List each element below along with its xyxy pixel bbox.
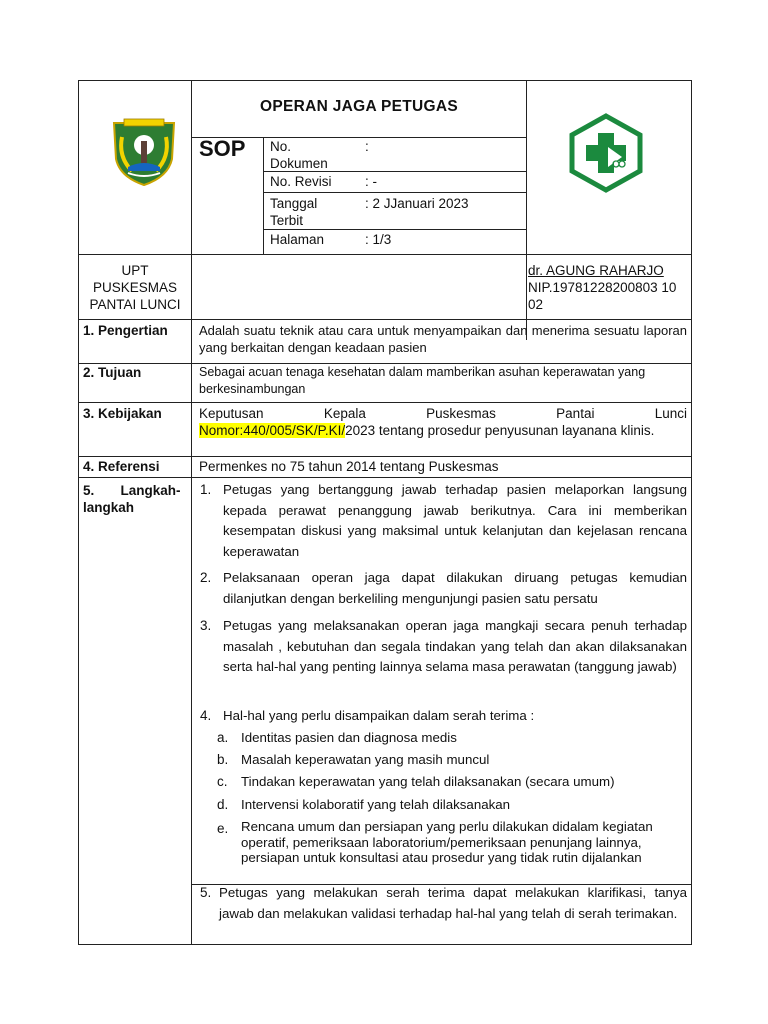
border-right [691, 80, 692, 944]
step-text: Hal-hal yang perlu disampaikan dalam serah terima : [223, 708, 535, 723]
tujuan-label: 2. Tujuan [83, 365, 142, 380]
kebijakan-text-after: 2023 tentang prosedur penyusunan layanana klinis. [345, 423, 655, 438]
step-number: 2. [200, 570, 212, 585]
step-text: Pelaksanaan operan jaga dapat dilakukan diruang petugas kemudian dilanjutkan dengan berkeliling mengunjungi pasien satu persatu [223, 570, 687, 606]
sop-divider [263, 137, 264, 254]
regional-emblem-logo [108, 115, 180, 187]
border-bottom [78, 944, 692, 945]
border-left [78, 80, 79, 944]
kebijakan-line1 [199, 405, 687, 422]
no-revisi-label: No. Revisi [270, 174, 332, 189]
step-number: 3. [200, 618, 212, 633]
step-number: 1. [200, 482, 212, 497]
halaman-value: : 1/3 [365, 232, 392, 247]
pengertian-label: 1. Pengertian [83, 323, 168, 338]
substep-letter: b. [217, 752, 229, 767]
pengertian-text: Adalah suatu teknik atau cara untuk menyampaikan dan menerima sesuatu laporan yang berkaitan dengan keadaan pasien [199, 323, 687, 355]
step-text: Petugas yang bertanggung jawab terhadap pasien melaporkan langsung kepada perawat penanggung jawab berikutnya. Cara ini memberikan kesempatan diskusi yang maksimal untuk kelanjutan dan kejelasan rencana keperawatan [223, 482, 687, 559]
referensi-label: 4. Referensi [83, 459, 160, 474]
signatory-name: dr. AGUNG RAHARJO [528, 263, 664, 278]
row-divider [263, 229, 527, 230]
langkah-label-line2: langkah [83, 500, 135, 515]
step-number: 4. [200, 708, 212, 723]
tujuan-text: Sebagai acuan tenaga kesehatan dalam mamberikan asuhan keperawatan yang berkesinambungan [199, 365, 646, 396]
kebijakan-text-before: Keputusan Kepala Puskesmas Pantai Lunci [199, 406, 687, 421]
substep-text: Intervensi kolaboratif yang telah dilaksanakan [241, 797, 511, 812]
document-title: OPERAN JAGA PETUGAS [259, 98, 459, 115]
referensi-text: Permenkes no 75 tahun 2014 tentang Puskesmas [199, 459, 499, 474]
row-divider [78, 319, 692, 320]
kebijakan-text [199, 405, 687, 439]
substep-letter: e. [217, 821, 229, 836]
kebijakan-line2 [199, 422, 687, 439]
no-revisi-value: : - [365, 174, 377, 189]
step-text: Petugas yang melaksanakan operan jaga mangkaji secara penuh terhadap masalah , kebutuhan dan segala tindakan yang telah dan akan dilaksanakan serta hal-hal yang penting lainnya selama masa perawatan (tanggung jawab) [223, 618, 687, 674]
kebijakan-nomor-highlight: Nomor:440/005/SK/P.KI/ [199, 423, 346, 438]
col-divider-left [191, 80, 192, 944]
substep-letter: c. [217, 774, 228, 789]
header-bottom [78, 254, 692, 255]
step-text: Petugas yang melakukan serah terima dapat melakukan klarifikasi, tanya jawab dan melakukan validasi terhadap hal-hal yang telah di serah terimakan. [219, 885, 687, 921]
sop-label: SOP [199, 136, 246, 161]
puskesmas-logo [568, 113, 644, 193]
step-1 [200, 480, 688, 560]
row-divider [78, 477, 692, 478]
no-dokumen-label: No. Dokumen [270, 139, 328, 171]
substep-text: Identitas pasien dan diagnosa medis [241, 730, 457, 745]
substep-text: Tindakan keperawatan yang telah dilaksanakan (secara umum) [241, 774, 615, 789]
step-2 [200, 568, 688, 610]
kebijakan-label: 3. Kebijakan [83, 406, 162, 421]
substep-letter: a. [217, 730, 229, 745]
halaman-label: Halaman [270, 232, 325, 247]
col-divider-right [526, 80, 527, 340]
row-divider [263, 192, 527, 193]
border-top [78, 80, 692, 81]
step-3 [200, 616, 688, 696]
step-4 [200, 706, 688, 726]
no-dokumen-value: : [365, 139, 369, 154]
row-divider [78, 402, 692, 403]
signatory-nip: NIP.19781228200803 1002 [528, 280, 677, 312]
tanggal-terbit-label: Tanggal Terbit [270, 196, 318, 228]
row-divider [78, 456, 692, 457]
substep-text: Masalah keperawatan yang masih muncul [241, 752, 490, 767]
substep-letter: d. [217, 797, 229, 812]
organization-name: UPT PUSKESMAS PANTAI LUNCI [89, 263, 181, 312]
tanggal-terbit-value: : 2 JJanuari 2023 [365, 196, 469, 211]
step-number: 5. [200, 885, 212, 900]
substep-text: Rencana umum dan persiapan yang perlu dilakukan didalam kegiatan operatif, pemeriksaan laboratorium/pemeriksaan penunjang lainnya, persiapan untuk konsultasi atau prosedur yang tidak rutin dijalankan [241, 819, 653, 865]
langkah-label-line1: 5. Langkah- [83, 483, 181, 498]
step-5 [200, 883, 688, 943]
